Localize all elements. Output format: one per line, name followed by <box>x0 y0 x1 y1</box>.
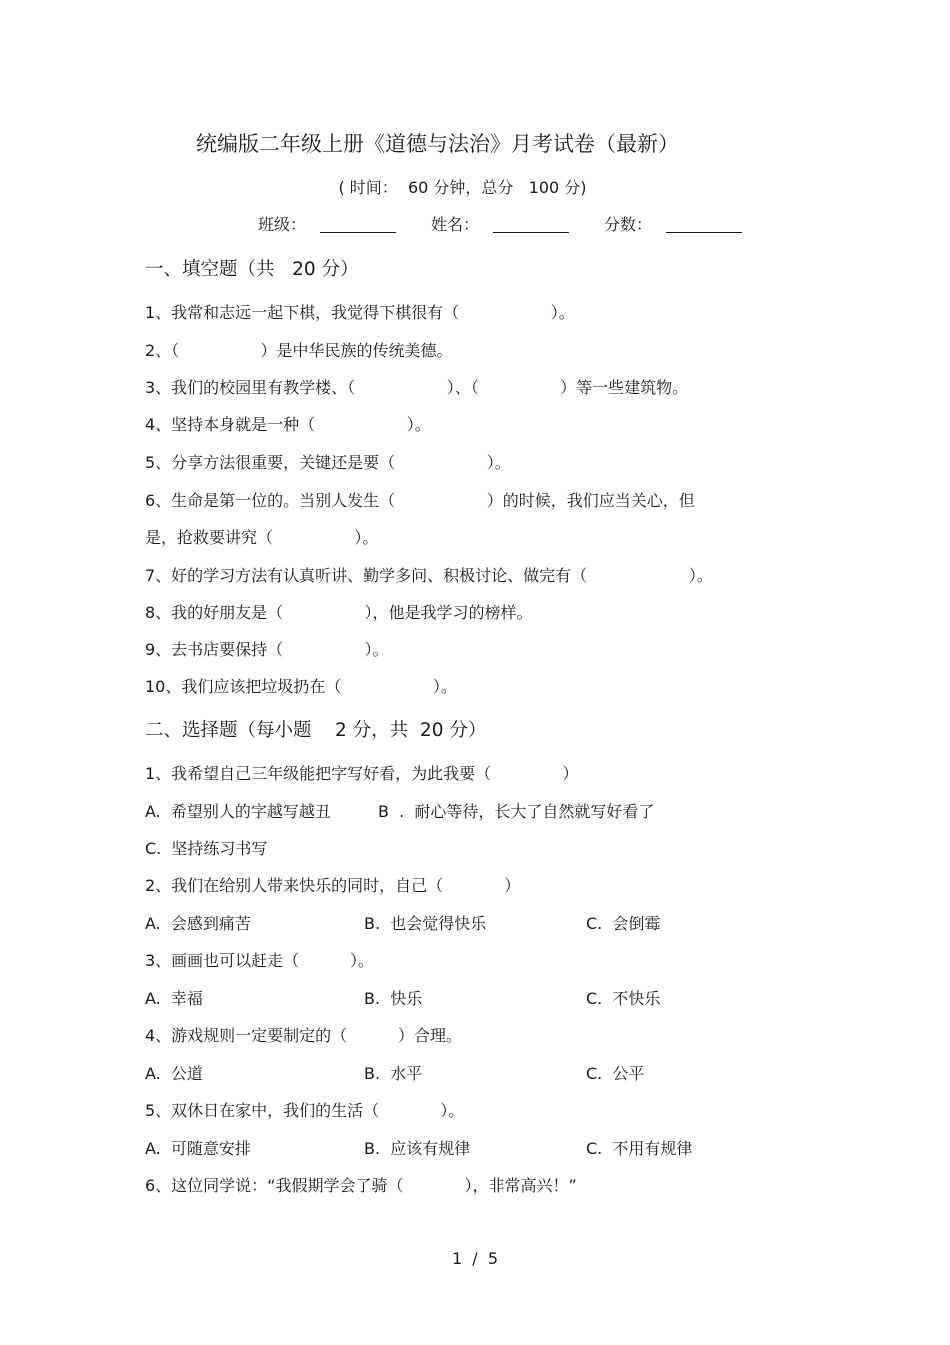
fill-question-5: 5、分享方法很重要，关键还是要（ ）。 <box>145 453 511 472</box>
choice-question-1: 1、我希望自己三年级能把字写好看，为此我要（ ） <box>145 764 579 783</box>
fill-question-4: 4、坚持本身就是一种（ ）。 <box>145 415 431 434</box>
choice-2-option-c: C. 会倒霉 <box>586 914 661 933</box>
score-label: 分数： <box>604 215 653 234</box>
choice-question-2: 2、我们在给别人带来快乐的同时，自己（ ） <box>145 876 521 895</box>
choice-1-option-b: B . 耐心等待，长大了自然就写好看了 <box>378 802 655 821</box>
score-blank[interactable] <box>666 214 742 233</box>
choice-question-6: 6、这位同学说：“我假期学会了骑（ ），非常高兴！” <box>145 1176 577 1195</box>
name-field <box>431 212 569 235</box>
page-title: 统编版二年级上册《道德与法治》月考试卷（最新） <box>196 132 679 156</box>
page-number: 1 / 5 <box>451 1249 499 1268</box>
choice-2-option-b: B. 也会觉得快乐 <box>364 914 487 933</box>
choice-4-option-b: B. 水平 <box>364 1064 423 1083</box>
class-label: 班级： <box>258 215 307 234</box>
choice-question-5: 5、双休日在家中，我们的生活（ ）。 <box>145 1101 465 1120</box>
fill-question-6: 6、生命是第一位的。当别人发生（ ）的时候，我们应当关心，但 <box>145 491 695 510</box>
fill-question-6-cont: 是，抢救要讲究（ ）。 <box>145 528 379 547</box>
choice-question-3: 3、画画也可以赶走（ ）。 <box>145 951 375 970</box>
name-label: 姓名： <box>431 215 480 234</box>
choice-3-option-c: C. 不快乐 <box>586 989 661 1008</box>
fill-question-7: 7、好的学习方法有认真听讲、勤学多问、积极讨论、做完有（ ）。 <box>145 566 713 585</box>
class-blank[interactable] <box>320 214 396 233</box>
section-1-heading: 一、填空题（共 20 分） <box>145 259 359 280</box>
class-field <box>258 212 396 235</box>
fill-question-1: 1、我常和志远一起下棋，我觉得下棋很有（ ）。 <box>145 303 575 322</box>
fill-question-8: 8、我的好朋友是（ ），他是我学习的榜样。 <box>145 603 533 622</box>
fill-question-10: 10、我们应该把垃圾扔在（ ）。 <box>145 677 457 696</box>
choice-5-option-b: B. 应该有规律 <box>364 1139 471 1158</box>
score-field <box>604 212 742 235</box>
choice-3-option-b: B. 快乐 <box>364 989 423 1008</box>
choice-2-option-a: A. 会感到痛苦 <box>145 914 251 933</box>
choice-5-option-a: A. 可随意安排 <box>145 1139 251 1158</box>
exam-subtitle: ( 时间： 60 分钟，总分 100 分) <box>338 178 587 197</box>
fill-question-3: 3、我们的校园里有教学楼、（ ）、（ ）等一些建筑物。 <box>145 378 689 397</box>
choice-3-option-a: A. 幸福 <box>145 989 203 1008</box>
name-blank[interactable] <box>493 214 569 233</box>
choice-1-option-a: A. 希望别人的字越写越丑 <box>145 802 331 821</box>
choice-question-4: 4、游戏规则一定要制定的（ ）合理。 <box>145 1026 463 1045</box>
choice-4-option-c: C. 公平 <box>586 1064 645 1083</box>
section-2-heading: 二、选择题（每小题 2 分，共 20 分） <box>145 720 487 741</box>
fill-question-2: 2、（ ）是中华民族的传统美德。 <box>145 341 453 360</box>
choice-1-option-c: C. 坚持练习书写 <box>145 839 268 858</box>
choice-5-option-c: C. 不用有规律 <box>586 1139 693 1158</box>
fill-question-9: 9、去书店要保持（ ）。 <box>145 640 389 659</box>
choice-4-option-a: A. 公道 <box>145 1064 203 1083</box>
